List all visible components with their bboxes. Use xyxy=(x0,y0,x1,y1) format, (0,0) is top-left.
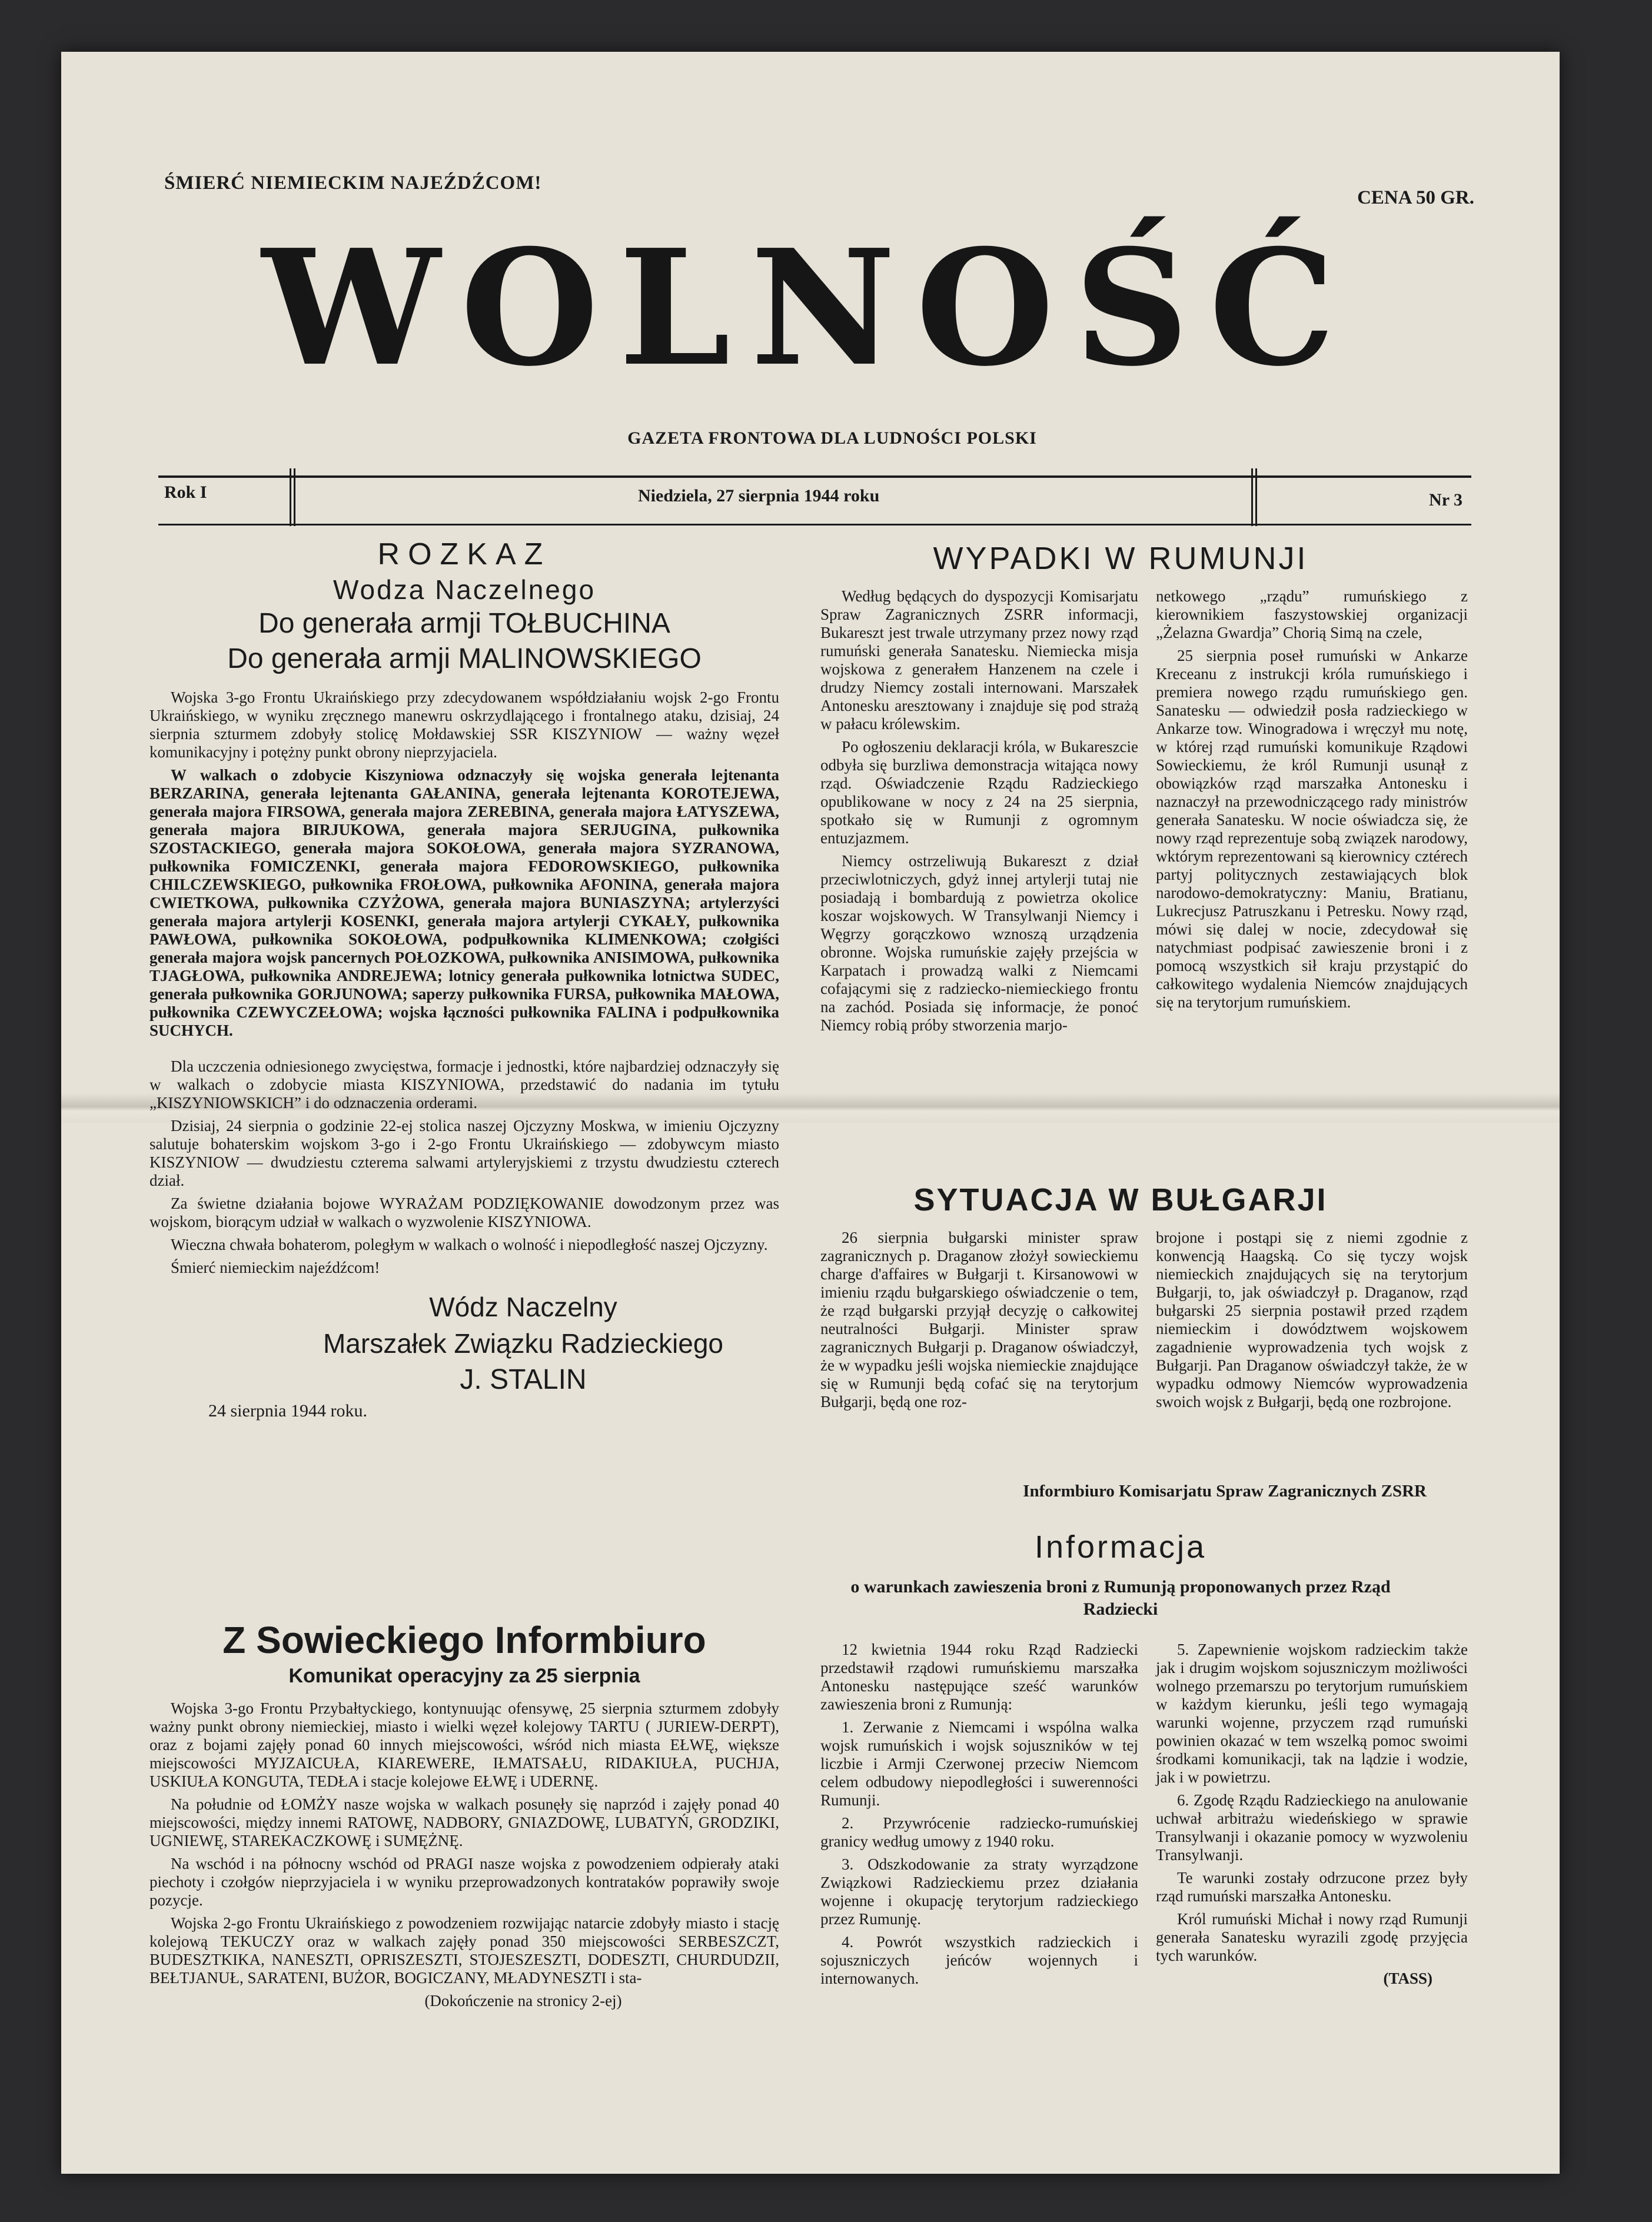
rumunia-paragraph: Niemcy ostrzeliwują Bukareszt z dział przeciwlotniczych, gdyż innej artylerji tutaj nie posiadają i bombardują z powietrza okolice koszar wojskowych. W Transylwanji Niemcy i Węgrzy gorączkowo wznoszą urządzenia obronne. Wojska rumuńskie zajęły przejścia w Karpatach i prowadzą walki z Niemcami cofającymi się z radziecko-niemieckiego frontu na zachód. Posiada się informacje, że ponoć Niemcy robią próby stworzenia marjo- xyxy=(820,852,1138,1034)
informacja-subtitle: o warunkach zawieszenia broni z Rumunją proponowanych przez Rząd Radziecki xyxy=(850,1577,1391,1619)
newspaper-title: WOLNOŚĆ xyxy=(261,214,1356,401)
continued-note: (Dokończenie na stronicy 2-ej) xyxy=(424,1992,622,2010)
issue-number: Nr 3 xyxy=(1429,490,1462,510)
header-bottom-rule xyxy=(158,524,1471,525)
informacja-column-2 xyxy=(1156,1641,1468,1988)
informacja-paragraph: 4. Powrót wszystkich radzieckich i sojuszniczych jeńców wojennych i internowanych. xyxy=(820,1933,1138,1987)
header-slogan: ŚMIERĆ NIEMIECKIM NAJEŹDŹCOM! xyxy=(164,172,542,194)
informbiuro-paragraph: Wojska 3-go Frontu Przybałtyckiego, kontynuując ofensywę, 25 sierpnia szturmem zdobyły ważny punkt obrony niemieckiej, miasto i wielki węzeł kolejowy TARTU ( JURIEW-DERPT), oraz z bojami zajęły ponad 60 innych miejscowości, wśród nich miasta EŁWĘ, większe miejscowości MYJZAICUŁA, KIAREWERE, IŁMATSAŁU, RIDAKIUŁA, PUCHJA, USKIUŁA KONGUTA, TEDŁA i stacje kolejowe EŁWĘ i UDERNĘ. xyxy=(149,1699,779,1790)
informacja-paragraph: Te warunki zostały odrzucone przez były rząd rumuński marszałka Antonesku. xyxy=(1156,1869,1468,1905)
informacja-paragraph: 12 kwietnia 1944 roku Rząd Radziecki przedstawił rządowi rumuńskiemu marszałka Antonesku następujące sześć warunków zawieszenia broni z Rumunją: xyxy=(820,1641,1138,1713)
rozkaz-subtitle: Wodza Naczelnego xyxy=(333,574,596,605)
informacja-column-1 xyxy=(820,1641,1138,1993)
informacja-paragraph: 6. Zgodę Rządu Radzieckiego na anulowanie uchwał arbitrażu wiedeńskiego w sprawie Transylwanji i okazanie pomocy w wyzwoleniu Transylwanji. xyxy=(1156,1791,1468,1864)
informacja-paragraph: 3. Odszkodowanie za straty wyrządzone Związkowi Radzieckiemu przez działania wojenne i okupację terytorjum radzieckiego przez Rumunję. xyxy=(820,1855,1138,1928)
rozkaz-addressee-1: Do generała armji TOŁBUCHINA xyxy=(258,608,670,639)
informbiuro-paragraph: Na wschód i na północny wschód od PRAGI nasze wojska z powodzeniem odpierały ataki piechoty i czołgów nieprzyjaciela i w wyniku przeprowadzonych kontrataków poprawiły swoje pozycje. xyxy=(149,1855,779,1909)
informbiuro-paragraph: Wojska 2-go Frontu Ukraińskiego z powodzeniem rozwijając natarcie zdobyły miasto i stację kolejową TEKUCZY oraz w walkach zajęły ponad 350 miejscowości SERBESZCZT, BUDESZTKIKA, NANESZTI, OPRISZESZTI, STOJESZESZTI, DODESZTI, CHURDUDZII, BEŁTJANUŁ, SARATENI, BUŻOR, BOGICZANY, MŁADYNESZTI i sta- xyxy=(149,1914,779,1987)
informbiuro-article xyxy=(149,1617,779,2010)
bulgaria-paragraph: 26 sierpnia bułgarski minister spraw zagranicznych p. Draganow złożył sowieckiemu charge d'affaires w Bułgarji t. Kirsanowowi w imieniu rządu bułgarskiego oświadczenie o tem, że rząd bułgarski przyjął decyzję o całkowitej neutralności Bułgarji. Minister spraw zagranicznych Bułgarji p. Draganow oświadczył, że w wypadku jeśli wojska niemieckie znajdujące się w Rumunji będą cofać się na terytorjum Bułgarji, będą one roz- xyxy=(820,1229,1138,1411)
rumunia-paragraph: 25 sierpnia poseł rumuński w Ankarze Kreceanu z instrukcji króla rumuńskiego i premiera nowego rządu rumuńskiego gen. Sanatesku — odwiedził posła radzieckiego w Ankarze tow. Winogradowa i wręczył mu notę, w której rząd rumuński komunikuje Rządowi Sowieckiemu, że król Rumunji usunął z obowiązków rząd marszałka Antonesku i naznaczył na przewodniczącego rady ministrów generała Sanatesku. W nocie oświadcza się, że nowy rząd reprezentuje sobą związek narodowy, wktórym reprezentowani są kierownicy cztérech partyj politycznych zestawiających blok narodowo-demokratyczny: Maniu, Bratianu, Lukrecjusz Patruszkanu i Petresku. Nowy rząd, mówi się dalej w nocie, zdecydował się natychmiast podpisać zawieszenie broni i z pomocą wszystkich sił kraju przystąpić do całkowitego wydalenia Niemców znajdujących się na terytorjum rumuńskiem. xyxy=(1156,647,1468,1011)
informacja-paragraph: 5. Zapewnienie wojskom radzieckim także jak i drugim wojskom sojuszniczym możliwości wolnego przemarszu po terytorjum rumuńskiem w każdym kierunku, jeśli tego wymagają warunki wojenne, przyczem rząd rumuński powinien okazać w tem wszelką pomoc swoimi środkami komunikacji, tak na lądzie i wodzie, jak i w powietrzu. xyxy=(1156,1641,1468,1786)
bulgaria-column-2 xyxy=(1156,1229,1468,1416)
rozkaz-title: ROZKAZ xyxy=(377,537,551,571)
rumunia-paragraph: Po ogłoszeniu deklaracji króla, w Bukareszcie odbyła się burzliwa demonstracja witająca nowy rząd. Oświadczenie Rządu Radzieckiego opublikowane w nocy z 24 na 25 sierpnia, spotkało się w Rumunji z ogromnym entuzjazmem. xyxy=(820,738,1138,847)
rozkaz-paragraph: Śmierć niemieckim najeźdźcom! xyxy=(171,1259,380,1276)
bulgaria-source: Informbiuro Komisarjatu Spraw Zagranicznych ZSRR xyxy=(1023,1482,1427,1501)
newspaper-page xyxy=(61,52,1560,2174)
bulgaria-column-1 xyxy=(820,1229,1138,1416)
signature-title: Wódz Naczelny xyxy=(429,1292,617,1322)
rumunia-column-2 xyxy=(1156,587,1468,1016)
signature-rank: Marszałek Związku Radzieckiego xyxy=(323,1328,724,1359)
informacja-paragraph: 1. Zerwanie z Niemcami i wspólna walka wojsk rumuńskich i wojsk sojuszników w tej liczbie i Armji Czerwonej przeciw Niemcom celem odbudowy niepodległości i suwerenności Rumunji. xyxy=(820,1718,1138,1809)
rumunia-paragraph: Według będących do dyspozycji Komisarjatu Spraw Zagranicznych ZSRR informacji, Bukareszt jest trwale utrzymany przez nowy rząd rumuński generała Sanatesku. Niemiecka misja wojskowa z generałem Hanzenem na czele i drudzy Niemcy zostali internowani. Marszałek Antonesku aresztowany i znajduje się pod strażą w pałacu królewskim. xyxy=(820,587,1138,733)
rozkaz-article xyxy=(149,535,779,1420)
rumunia-title: WYPADKI W RUMUNJI xyxy=(933,541,1308,576)
bulgaria-paragraph: brojone i postąpi się z niemi zgodnie z konwencją Haagską. Co się tyczy wojsk niemieckich znajdujących się na terytorjum Bułgarji, to, jak oświadczył p. Draganow, rząd bułgarski 25 sierpnia postawił przed rządem niemieckim i dowództwem wojskowem zagadnienie wyprowadzenia tych wojsk z Bułgarji. Pan Draganow oświadczył także, że w wypadku odmowy Niemców wyprowadzenia swoich wojsk z Bułgarji, będą one rozbrojone. xyxy=(1156,1229,1468,1411)
header-divider-left-2 xyxy=(294,468,295,526)
header-price: CENA 50 GR. xyxy=(1357,187,1474,208)
informacja-paragraph: Król rumuński Michał i nowy rząd Rumunji generała Sanatesku wyrazili zgodę przyjęcia tych warunków. xyxy=(1156,1910,1468,1964)
informacja-source: (TASS) xyxy=(1383,1970,1432,1987)
rozkaz-paragraph: Dzisiaj, 24 sierpnia o godzinie 22-ej stolica naszej Ojczyzny Moskwa, w imieniu Ojczyzny salutuje bohaterskim wojskom 3-go i 2-go Frontu Ukraińskiego — zdobywcym miasto KISZYNIOW — dwudziestu czterema salwami artyleryjskiemi z trzystu dwudziestu czterech dział. xyxy=(149,1117,779,1189)
header-divider-right-2 xyxy=(1255,468,1257,526)
signature-date: 24 sierpnia 1944 roku. xyxy=(208,1401,367,1421)
issue-date: Niedziela, 27 sierpnia 1944 roku xyxy=(638,486,880,505)
rumunia-column-1 xyxy=(820,587,1138,1039)
informacja-paragraph: 2. Przywrócenie radziecko-rumuńskiej granicy według umowy z 1940 roku. xyxy=(820,1814,1138,1850)
rozkaz-paragraph: Wojska 3-go Frontu Ukraińskiego przy zdecydowanem współdziałaniu wojsk 2-go Frontu Ukraińskiego, w wyniku zręcznego manewru oskrzydlającego i frontalnego ataku, dzisiaj, 24 sierpnia szturmem zdobyły stolicę Mołdawskiej SSR KISZYNIOW — ważny węzeł komunikacyjny i potężny punkt obrony nieprzyjaciela. xyxy=(149,688,779,761)
informbiuro-title: Z Sowieckiego Informbiuro xyxy=(222,1619,706,1661)
header-top-rule xyxy=(158,475,1471,478)
signature-name: J. STALIN xyxy=(460,1364,587,1395)
rozkaz-paragraph: Wieczna chwała bohaterom, poległym w walkach o wolność i niepodległość naszej Ojczyzny. xyxy=(171,1236,768,1253)
bulgaria-title: SYTUACJA W BUŁGARJI xyxy=(913,1182,1328,1218)
informbiuro-subtitle: Komunikat operacyjny za 25 sierpnia xyxy=(288,1665,640,1687)
rozkaz-paragraph: Za świetne działania bojowe WYRAŻAM PODZIĘKOWANIE dowodzonym przez was wojskom, biorącym udział w walkach o wyzwolenie KISZYNIOWA. xyxy=(149,1195,779,1230)
header-divider-right xyxy=(1251,468,1253,526)
issue-year: Rok I xyxy=(164,483,207,502)
rumunia-paragraph: netkowego „rządu” rumuńskiego z kierownikiem faszystowskiej organizacji „Żelazna Gwardja” Chorią Simą na czele, xyxy=(1156,587,1468,641)
header-divider-left xyxy=(290,468,291,526)
informacja-title: Informacja xyxy=(1034,1529,1207,1565)
newspaper-subtitle: GAZETA FRONTOWA DLA LUDNOŚCI POLSKI xyxy=(627,428,1037,448)
rozkaz-addressee-2: Do generała armji MALINOWSKIEGO xyxy=(227,643,702,674)
informbiuro-paragraph: Na południe od ŁOMŻY nasze wojska w walkach posunęły się naprzód i zajęły ponad 40 miejscowości, między innemi RATOWĘ, NADBORY, GNIAZDOWĘ, LUBATYŃ, GRODZIKI, UGNIEWĘ, STAREKACZKOWĘ i SUMĘŻNĘ. xyxy=(149,1795,779,1850)
rozkaz-paragraph: W walkach o zdobycie Kiszyniowa odznaczyły się wojska generała lejtenanta BERZARINA, generała lejtenanta GAŁANINA, generała lejtenanta KOROTEJEWA, generała majora FIRSOWA, generała majora ZEREBINA, generała majora ŁATYSZEWA, generała majora BIRJUKOWA, generała majora SERJUGINA, pułkownika SZOSTACKIEGO, generała majora SOKOŁOWA, generała majora SYZRANOWA, pułkownika FOMICZENKI, generała majora FEDOROWSKIEGO, pułkownika CHILCZEWSKIEGO, pułkownika FROŁOWA, pułkownika AFONINA, generała majora CWIETKOWA, pułkownika CZYŻOWA, generała majora BUNIASZYNA; artylerzyści generała majora artylerji KOSENKI, generała majora artylerji CYKAŁY, pułkownika PAWŁOWA, pułkownika SOKOŁOWA, podpułkownika KLIMENKOWA; czołgiści generała majora wojsk pancernych POŁOZKOWA, pułkownika ANISIMOWA, pułkownika TJAGŁOWA, pułkownika ANDREJEWA; lotnicy generała pułkownika lotnictwa SUDEC, generała pułkownika GORJUNOWA; saperzy pułkownika FURSA, pułkownika MAŁOWA, pułkownika CZEWYCZEŁOWA; wojska łączności pułkownika FALINA i podpułkownika SUCHYCH. xyxy=(149,766,779,1039)
rozkaz-paragraph: Dla uczczenia odniesionego zwycięstwa, formacje i jednostki, które najbardziej odznaczyły się w walkach o zdobycie miasta KISZYNIOWA, przedstawić do nadania im tytułu „KISZYNIOWSKICH” i do odznaczenia orderami. xyxy=(149,1057,779,1112)
